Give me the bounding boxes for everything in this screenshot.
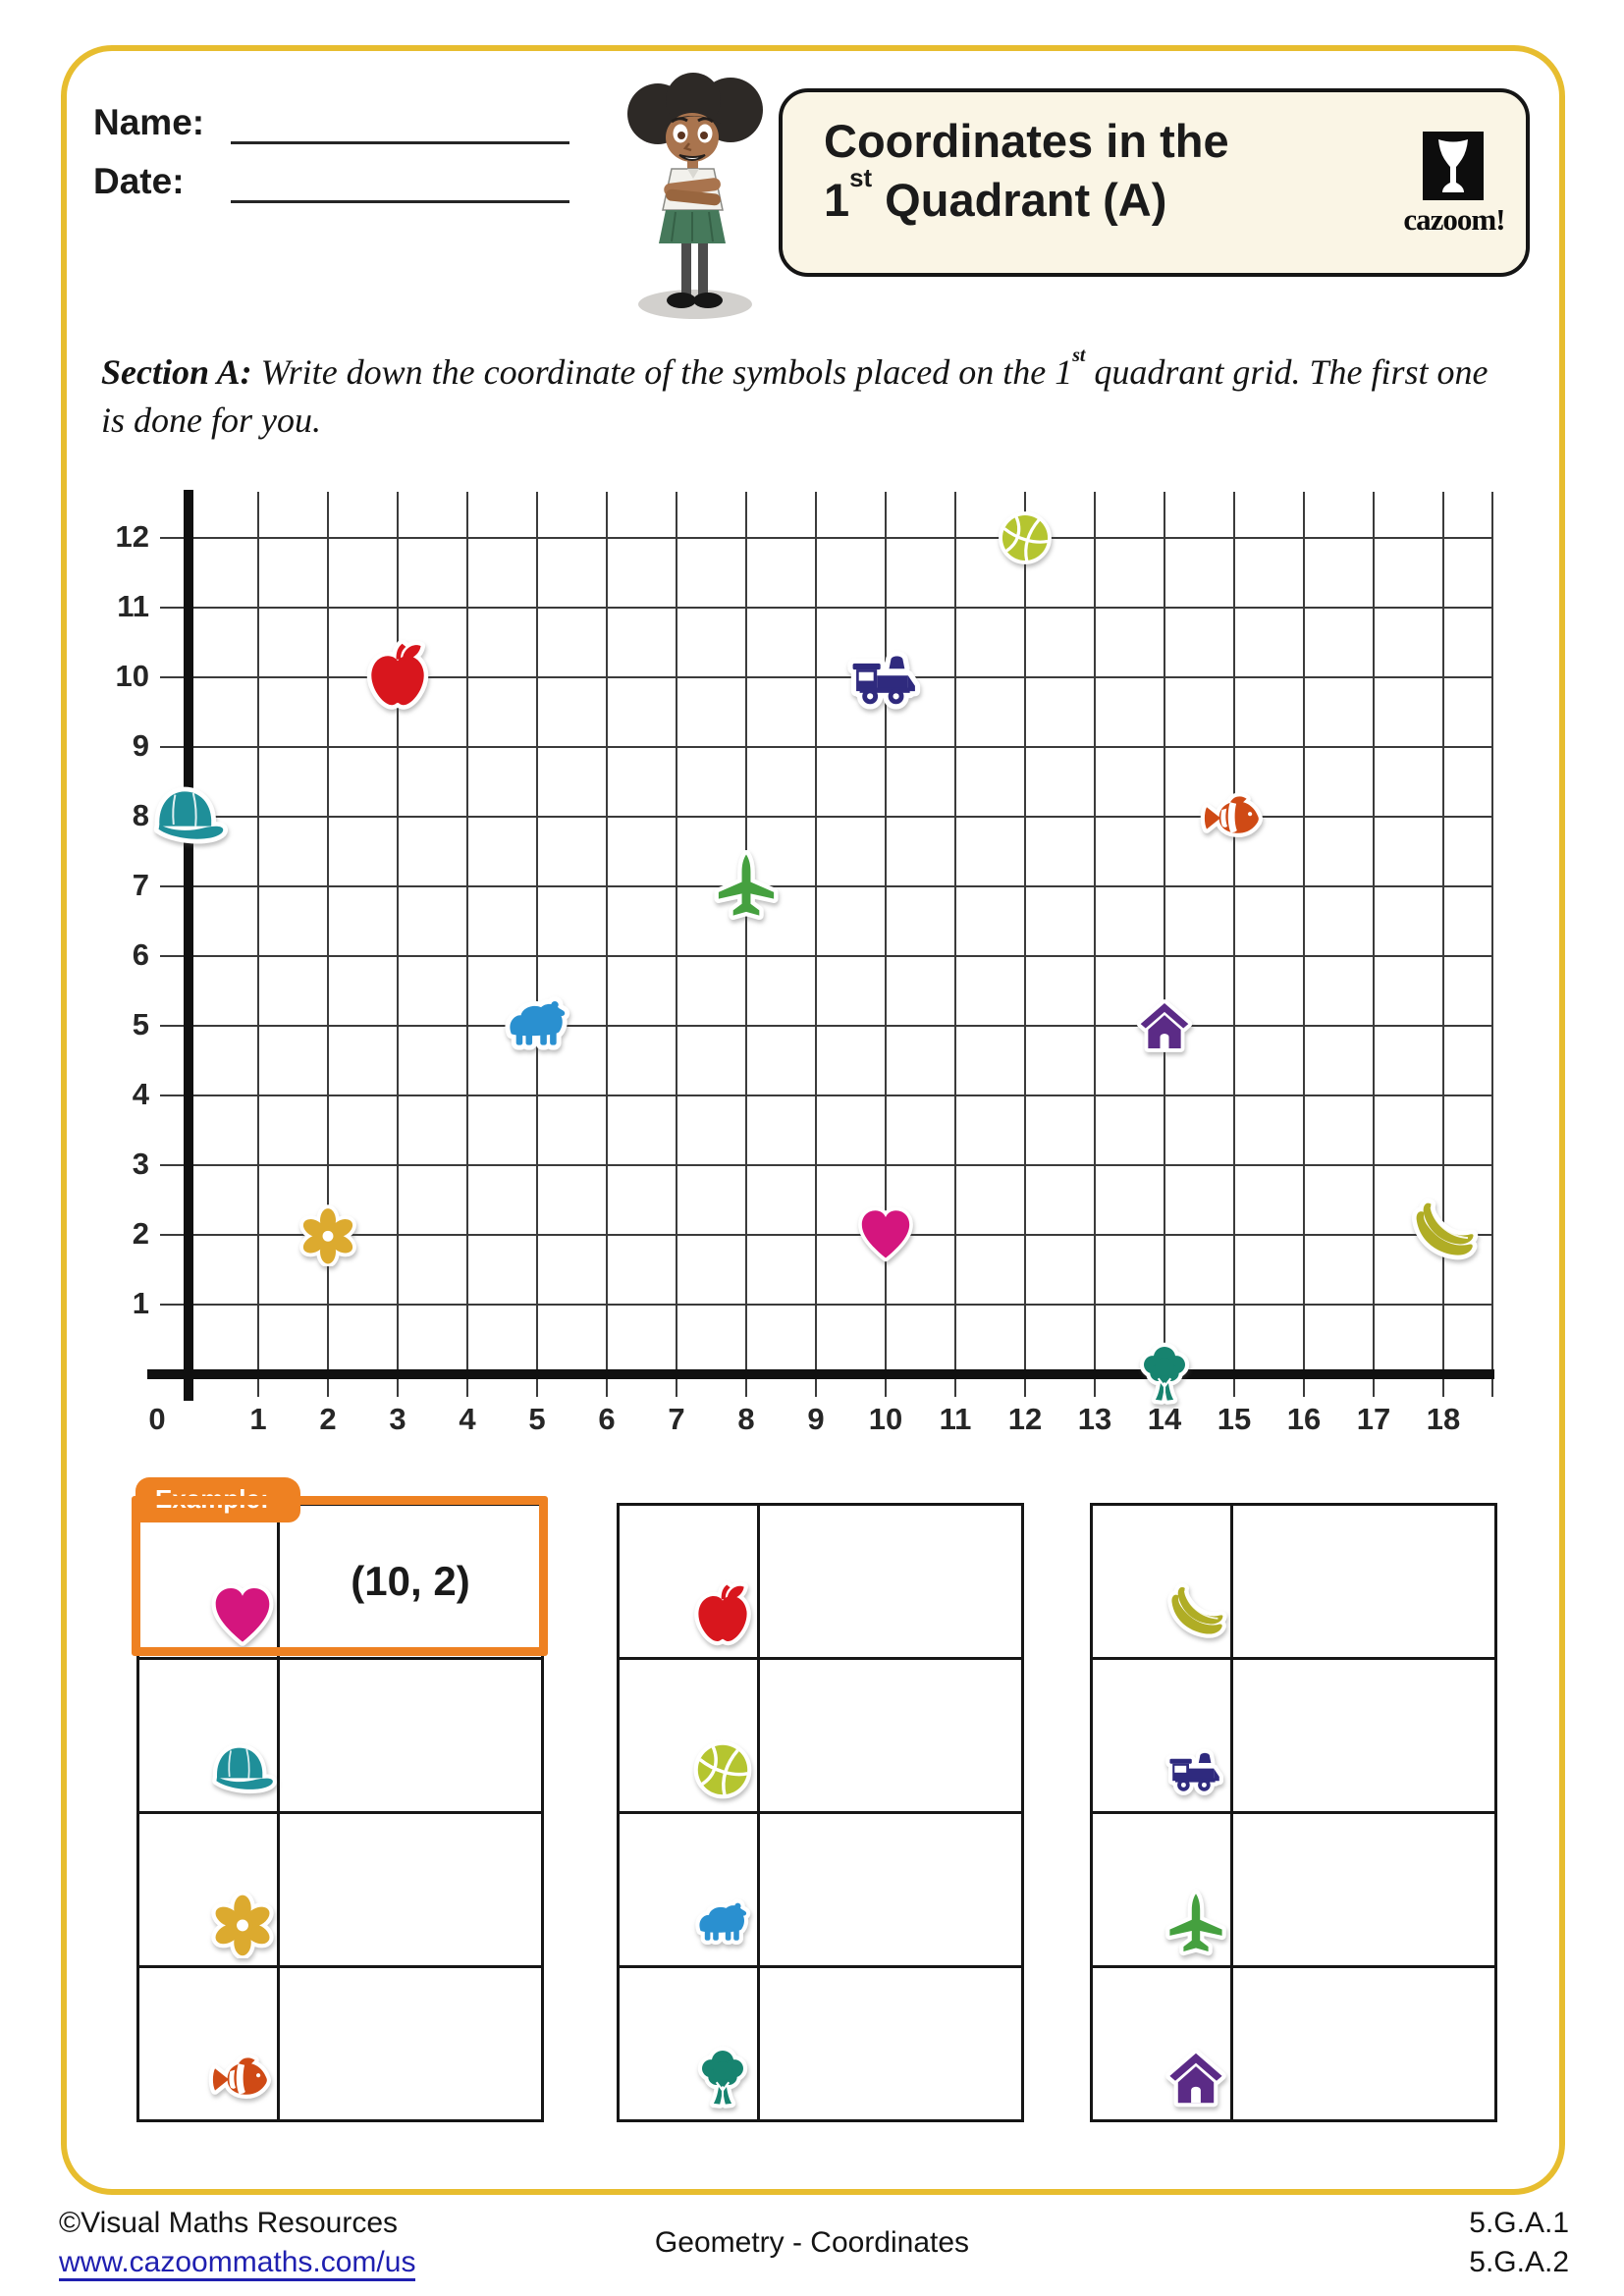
grid-line-horizontal [160, 1095, 1492, 1096]
x-axis-tick-label: 1 [249, 1402, 267, 1436]
example-highlight-frame [132, 1496, 548, 1656]
table-row [619, 1505, 1023, 1659]
apple-icon [360, 640, 435, 715]
grid-line-vertical [815, 492, 817, 1397]
symbol-cell [138, 1813, 279, 1967]
title-box [779, 88, 1530, 277]
standard-code-2: 5.G.A.2 [1469, 2246, 1569, 2278]
x-axis-tick-label: 4 [459, 1402, 476, 1436]
y-axis-tick-label: 9 [132, 728, 149, 763]
grid-line-horizontal [160, 1164, 1492, 1166]
x-axis-tick-label: 6 [598, 1402, 616, 1436]
train-icon [1162, 1735, 1230, 1804]
y-axis-tick-label: 6 [132, 937, 149, 972]
name-label: Name: [93, 102, 205, 142]
date-input-line[interactable] [231, 200, 569, 203]
x-axis-tick-label: 15 [1217, 1402, 1252, 1436]
section-a-instructions: Section A: Write down the coordinate of the symbols placed on the 1st quadrant grid. The first one is done for you. [101, 345, 1489, 440]
grid-line-vertical [1303, 492, 1305, 1397]
table-row [1092, 1967, 1496, 2121]
answer-cell [1232, 1813, 1496, 1967]
footer-topic: Geometry - Coordinates [654, 2226, 970, 2259]
answer-cell [1232, 1505, 1496, 1659]
apple-icon [688, 1581, 757, 1650]
x-axis-tick-label: 8 [737, 1402, 755, 1436]
x-axis-tick-label: 9 [807, 1402, 825, 1436]
basketball-icon [688, 1735, 757, 1804]
x-axis-tick-label: 13 [1077, 1402, 1112, 1436]
answer-cell [759, 1813, 1023, 1967]
grid-line-vertical [397, 492, 399, 1397]
grid-line-vertical [1094, 492, 1096, 1397]
y-axis-tick-label: 12 [115, 519, 149, 554]
grid-line-vertical [1164, 492, 1165, 1397]
x-axis-tick-label: 5 [528, 1402, 546, 1436]
name-input-line[interactable] [231, 141, 569, 144]
grid-line-vertical [257, 492, 259, 1397]
train-icon [842, 634, 929, 721]
answer-table-3 [1090, 1503, 1497, 2122]
symbol-cell [1092, 1505, 1232, 1659]
standard-code-1: 5.G.A.1 [1469, 2207, 1569, 2239]
answer-table-2 [617, 1503, 1024, 2122]
cap-icon [149, 777, 228, 856]
grid-line-vertical [466, 492, 468, 1397]
y-axis-tick-label: 5 [132, 1007, 149, 1041]
grid-line-horizontal [160, 1234, 1492, 1236]
x-axis-tick-label: 18 [1426, 1402, 1461, 1436]
bear-icon [688, 1890, 757, 1958]
y-axis-tick-label: 7 [132, 868, 149, 902]
table-row [619, 1659, 1023, 1813]
grid-line-vertical [745, 492, 747, 1397]
grid-line-vertical [1491, 492, 1493, 1397]
worksheet-title-line1: Coordinates in the [824, 115, 1229, 167]
fish-icon [1200, 782, 1269, 851]
symbol-cell [619, 1967, 759, 2121]
symbol-cell [138, 1659, 279, 1813]
table-row [1092, 1659, 1496, 1813]
tree-icon [688, 2044, 757, 2112]
answer-cell [1232, 1967, 1496, 2121]
plane-icon [710, 850, 783, 923]
grid-line-vertical [1373, 492, 1375, 1397]
grid-line-horizontal [160, 607, 1492, 609]
symbol-cell [138, 1967, 279, 2121]
grid-line-horizontal [160, 1304, 1492, 1306]
y-axis [184, 490, 193, 1401]
table-row [138, 1813, 543, 1967]
x-axis-tick-label: 14 [1147, 1402, 1182, 1436]
table-row [138, 1659, 543, 1813]
x-axis-tick-label: 16 [1286, 1402, 1322, 1436]
x-axis-tick-label: 10 [868, 1402, 903, 1436]
x-axis-tick-label: 7 [668, 1402, 685, 1436]
heart-icon [855, 1204, 916, 1265]
x-axis-tick-label: 12 [1007, 1402, 1043, 1436]
table-row [1092, 1813, 1496, 1967]
flower-icon [297, 1203, 359, 1266]
table-row [138, 1967, 543, 2121]
example-tab: Example: [135, 1477, 300, 1522]
symbol-cell [1092, 1967, 1232, 2121]
table-row [1092, 1505, 1496, 1659]
cazoom-logo-icon [1423, 132, 1484, 200]
example-answer-cell: (10, 2) [279, 1505, 543, 1659]
answer-cell [759, 1659, 1023, 1813]
grid-line-horizontal [160, 1025, 1492, 1027]
grid-line-horizontal [160, 885, 1492, 887]
symbol-cell [1092, 1659, 1232, 1813]
answer-cell [279, 1967, 543, 2121]
grid-line-vertical [1233, 492, 1235, 1397]
x-axis [147, 1369, 1494, 1379]
cazoommaths-link[interactable]: www.cazoommaths.com/us [59, 2246, 415, 2281]
worksheet-title-line2: 1st Quadrant (A) [824, 165, 1167, 226]
schoolgirl-mascot [615, 57, 776, 324]
tree-icon [1130, 1340, 1199, 1409]
y-axis-tick-label: 2 [132, 1216, 149, 1251]
origin-label: 0 [148, 1402, 166, 1436]
answer-cell [1232, 1659, 1496, 1813]
y-axis-tick-label: 3 [132, 1147, 149, 1181]
y-axis-tick-label: 1 [132, 1286, 149, 1320]
bear-icon [497, 986, 577, 1066]
answer-cell [279, 1659, 543, 1813]
basketball-icon [994, 507, 1056, 569]
grid-line-vertical [676, 492, 677, 1397]
y-axis-tick-label: 11 [117, 589, 149, 623]
symbol-cell [619, 1813, 759, 1967]
answer-cell [279, 1813, 543, 1967]
banana-icon [1162, 1581, 1230, 1650]
symbol-cell [1092, 1813, 1232, 1967]
copyright-text: ©Visual Maths Resources [59, 2207, 399, 2239]
grid-line-horizontal [160, 955, 1492, 957]
plane-icon [1162, 1890, 1230, 1958]
grid-line-horizontal [160, 746, 1492, 748]
x-axis-tick-label: 3 [389, 1402, 406, 1436]
fish-icon [208, 2044, 277, 2112]
grid-line-horizontal [160, 816, 1492, 818]
grid-line-vertical [954, 492, 956, 1397]
grid-line-vertical [1024, 492, 1026, 1397]
table-row [619, 1813, 1023, 1967]
symbol-cell [619, 1505, 759, 1659]
banana-icon [1405, 1197, 1482, 1273]
cazoom-logo-text: cazoom! [1403, 202, 1505, 237]
grid-line-horizontal [160, 537, 1492, 539]
flower-icon [208, 1890, 277, 1958]
house-icon [1162, 2044, 1230, 2112]
grid-line-vertical [536, 492, 538, 1397]
cap-icon [208, 1735, 277, 1804]
answer-cell [759, 1967, 1023, 2121]
x-axis-tick-label: 17 [1356, 1402, 1391, 1436]
table-row [619, 1967, 1023, 2121]
y-axis-tick-label: 10 [115, 659, 149, 693]
x-axis-tick-label: 11 [939, 1402, 972, 1436]
grid-line-vertical [606, 492, 608, 1397]
x-axis-tick-label: 2 [319, 1402, 337, 1436]
answer-cell [759, 1505, 1023, 1659]
house-icon [1133, 994, 1196, 1057]
date-label: Date: [93, 161, 185, 201]
symbol-cell [619, 1659, 759, 1813]
y-axis-tick-label: 4 [132, 1077, 149, 1111]
y-axis-tick-label: 8 [132, 798, 149, 832]
